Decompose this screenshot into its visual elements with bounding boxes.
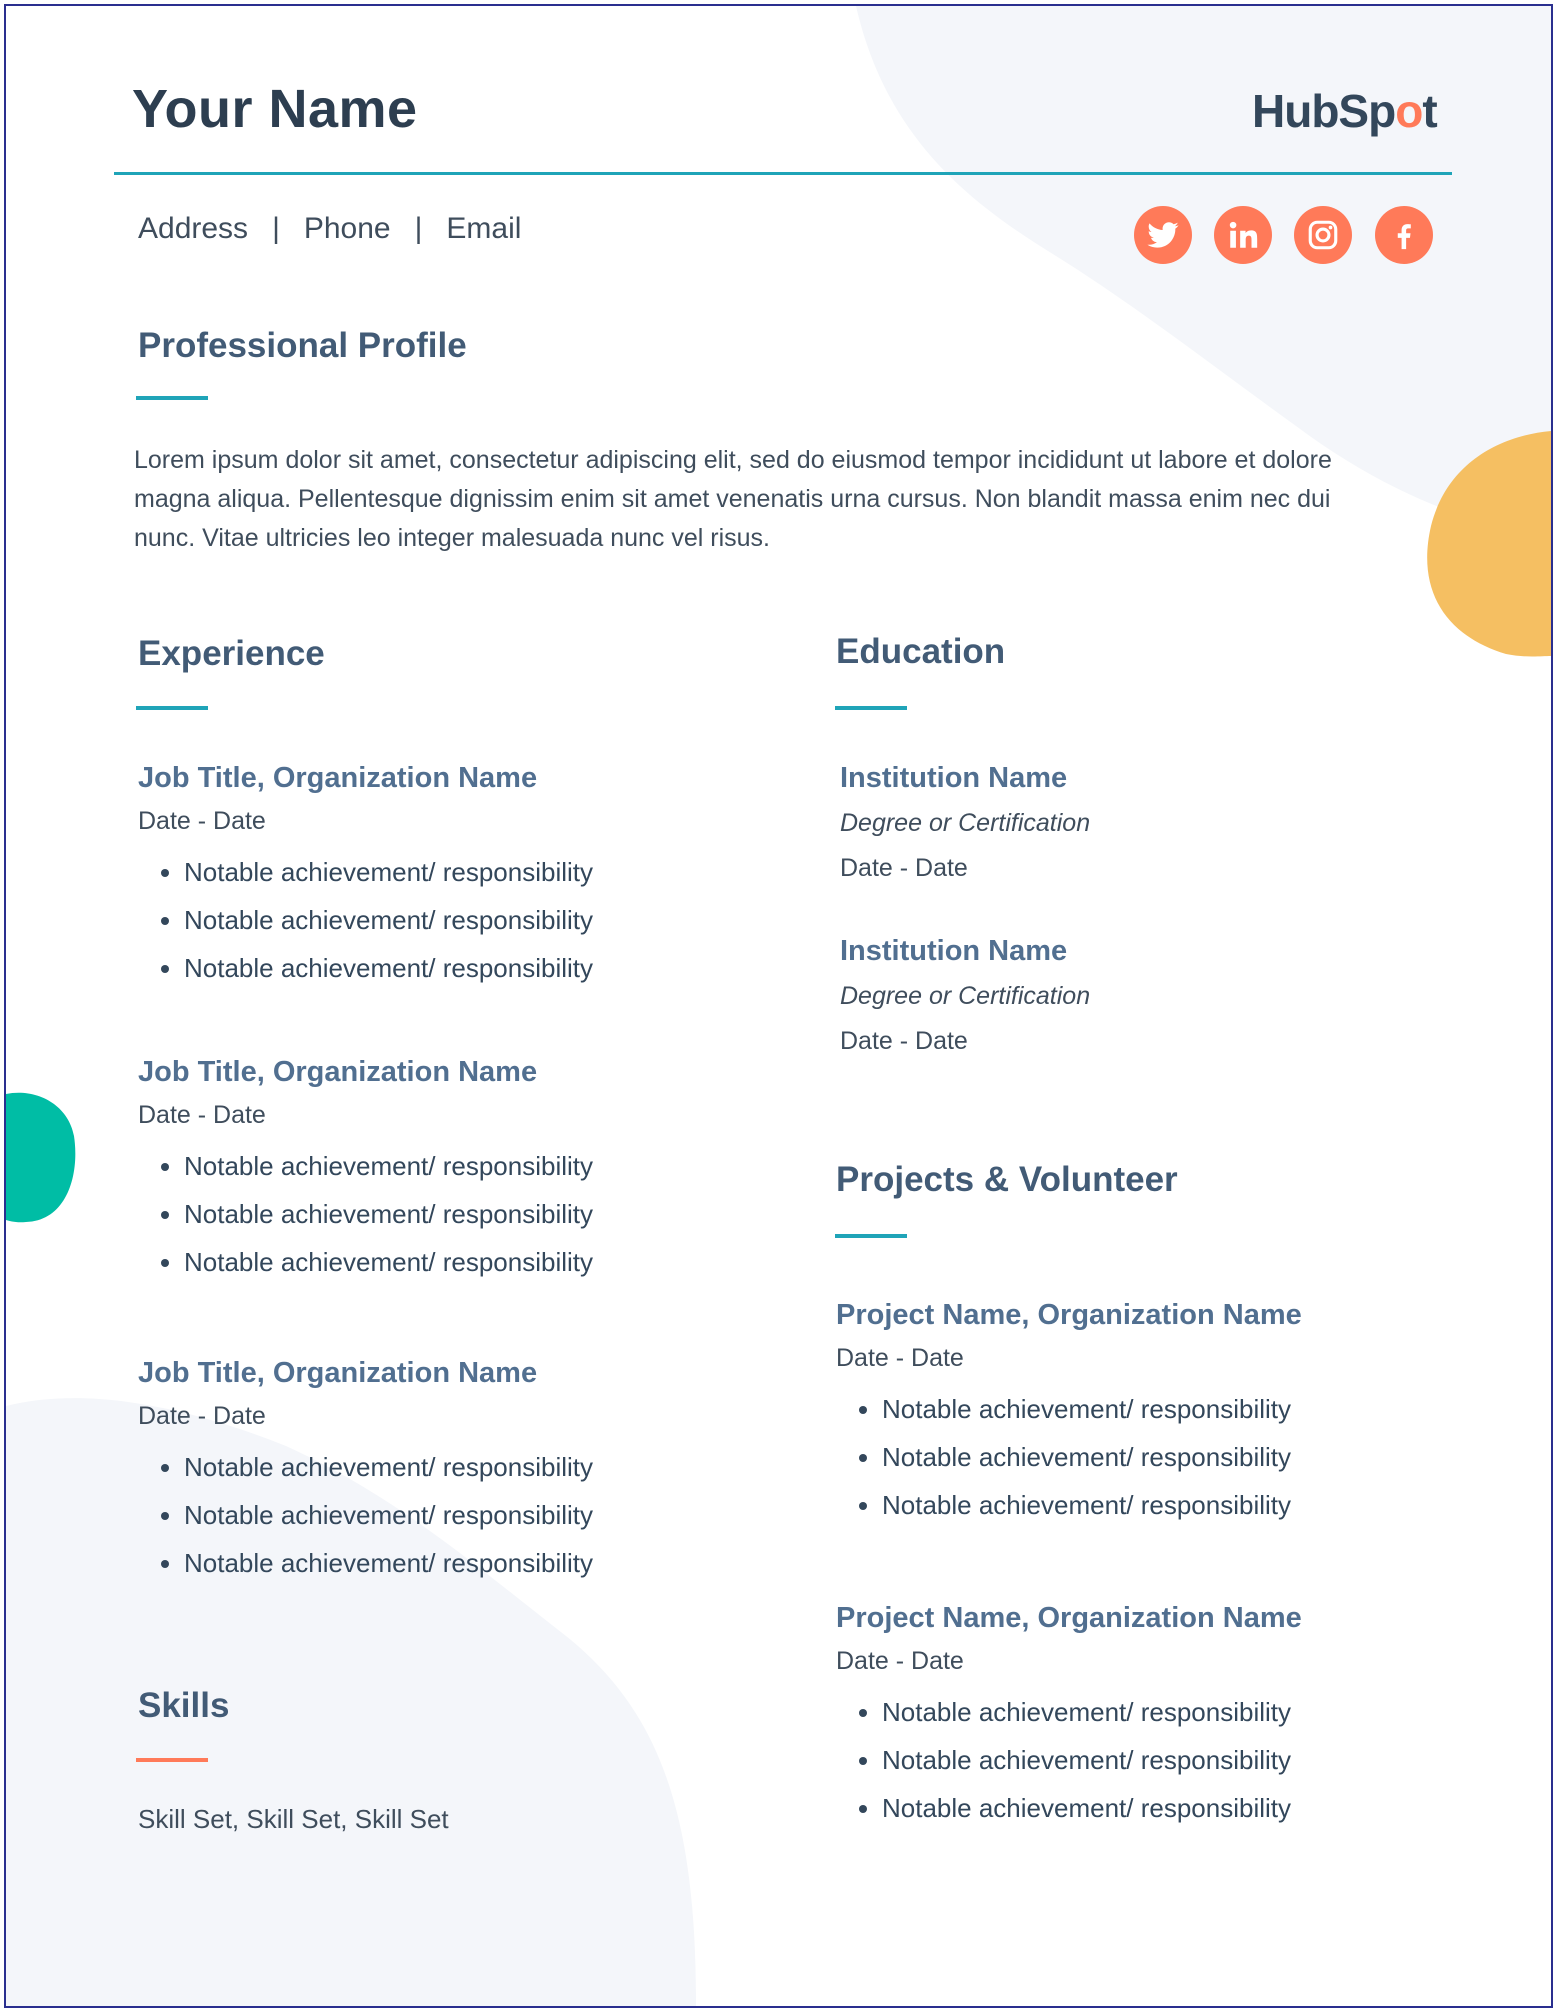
projects-heading-rule [835, 1234, 907, 1238]
achievement-item: • Notable achievement/ responsibility [184, 1190, 593, 1238]
contact-separator: | [414, 212, 423, 245]
experience-heading: Experience [138, 634, 325, 673]
education-entry [840, 762, 1090, 883]
experience-entry [138, 1357, 593, 1587]
contact-separator: | [272, 212, 280, 245]
resume-page [4, 4, 1553, 2008]
experience-entry [138, 762, 593, 992]
contact-phone: Phone [303, 212, 391, 245]
achievement-list [138, 1443, 593, 1587]
education-heading-rule [835, 706, 907, 710]
job-date: Date - Date [138, 807, 266, 835]
skills-text: Skill Set, Skill Set, Skill Set [138, 1804, 449, 1834]
linkedin-icon[interactable] [1214, 206, 1272, 264]
header-divider [114, 172, 1452, 175]
contact-address: Address [138, 212, 249, 245]
achievement-item: • Notable achievement/ responsibility [184, 1491, 593, 1539]
job-title: Job Title, Organization Name [138, 1056, 538, 1088]
achievement-item: • Notable achievement/ responsibility [882, 1688, 1302, 1736]
profile-heading-rule [136, 396, 208, 400]
achievement-item: • Notable achievement/ responsibility [882, 1481, 1302, 1529]
education-entry [840, 935, 1090, 1056]
background-decoration [6, 6, 1551, 2006]
achievement-item: • Notable achievement/ responsibility [184, 848, 593, 896]
achievement-item: • Notable achievement/ responsibility [184, 1539, 593, 1587]
achievement-item: • Notable achievement/ responsibility [882, 1784, 1302, 1832]
experience-heading-rule [136, 706, 208, 710]
project-title: Project Name, Organization Name [836, 1299, 1302, 1331]
logo-text-start: HubSp [1252, 85, 1396, 137]
contact-email: Email [446, 212, 522, 245]
achievement-item: • Notable achievement/ responsibility [184, 1443, 593, 1491]
twitter-icon[interactable] [1134, 206, 1192, 264]
experience-entry [138, 1056, 593, 1286]
project-entry [836, 1602, 1302, 1832]
achievement-item: • Notable achievement/ responsibility [882, 1736, 1302, 1784]
profile-text: Lorem ipsum dolor sit amet, consectetur adipiscing elit, sed do eiusmod tempor incididunt ut labore et dolore magna aliqua. Pellentesque dignissim enim sit amet venenatis urna cursus. Non blandit massa enim nec dui nunc. Vitae ultricies leo integer malesuada nunc vel risus. [134, 446, 1332, 552]
achievement-item: • Notable achievement/ responsibility [184, 896, 593, 944]
degree-text: Degree or Certification [840, 809, 1091, 837]
project-title: Project Name, Organization Name [836, 1602, 1302, 1634]
project-entry [836, 1299, 1302, 1529]
project-date: Date - Date [836, 1344, 964, 1372]
education-date: Date - Date [840, 1027, 968, 1055]
job-title: Job Title, Organization Name [138, 762, 538, 794]
achievement-item: • Notable achievement/ responsibility [882, 1433, 1302, 1481]
job-date: Date - Date [138, 1402, 266, 1430]
resume-name: Your Name [132, 79, 418, 139]
achievement-list [138, 848, 593, 992]
institution-name: Institution Name [840, 762, 1068, 794]
achievement-item: • Notable achievement/ responsibility [184, 1238, 593, 1286]
green-blob [6, 1093, 75, 1223]
institution-name: Institution Name [840, 935, 1068, 967]
achievement-list [836, 1688, 1302, 1832]
project-date: Date - Date [836, 1647, 964, 1675]
achievement-item: • Notable achievement/ responsibility [184, 944, 593, 992]
education-date: Date - Date [840, 854, 968, 882]
instagram-icon[interactable] [1294, 206, 1352, 264]
logo-text-end: t [1422, 85, 1437, 137]
achievement-item: • Notable achievement/ responsibility [882, 1385, 1302, 1433]
degree-text: Degree or Certification [840, 982, 1091, 1010]
achievement-item: • Notable achievement/ responsibility [184, 1142, 593, 1190]
contact-line [138, 212, 521, 246]
skills-heading: Skills [138, 1686, 230, 1725]
achievement-list [138, 1142, 593, 1286]
facebook-icon[interactable] [1375, 206, 1433, 264]
education-heading: Education [836, 632, 1006, 671]
profile-heading: Professional Profile [138, 326, 467, 365]
logo-sprocket: o [1395, 85, 1423, 137]
achievement-list [836, 1385, 1302, 1529]
projects-heading: Projects & Volunteer [836, 1160, 1178, 1199]
job-date: Date - Date [138, 1101, 266, 1129]
job-title: Job Title, Organization Name [138, 1357, 538, 1389]
hubspot-logo [1252, 84, 1437, 138]
skills-heading-rule [136, 1758, 208, 1762]
